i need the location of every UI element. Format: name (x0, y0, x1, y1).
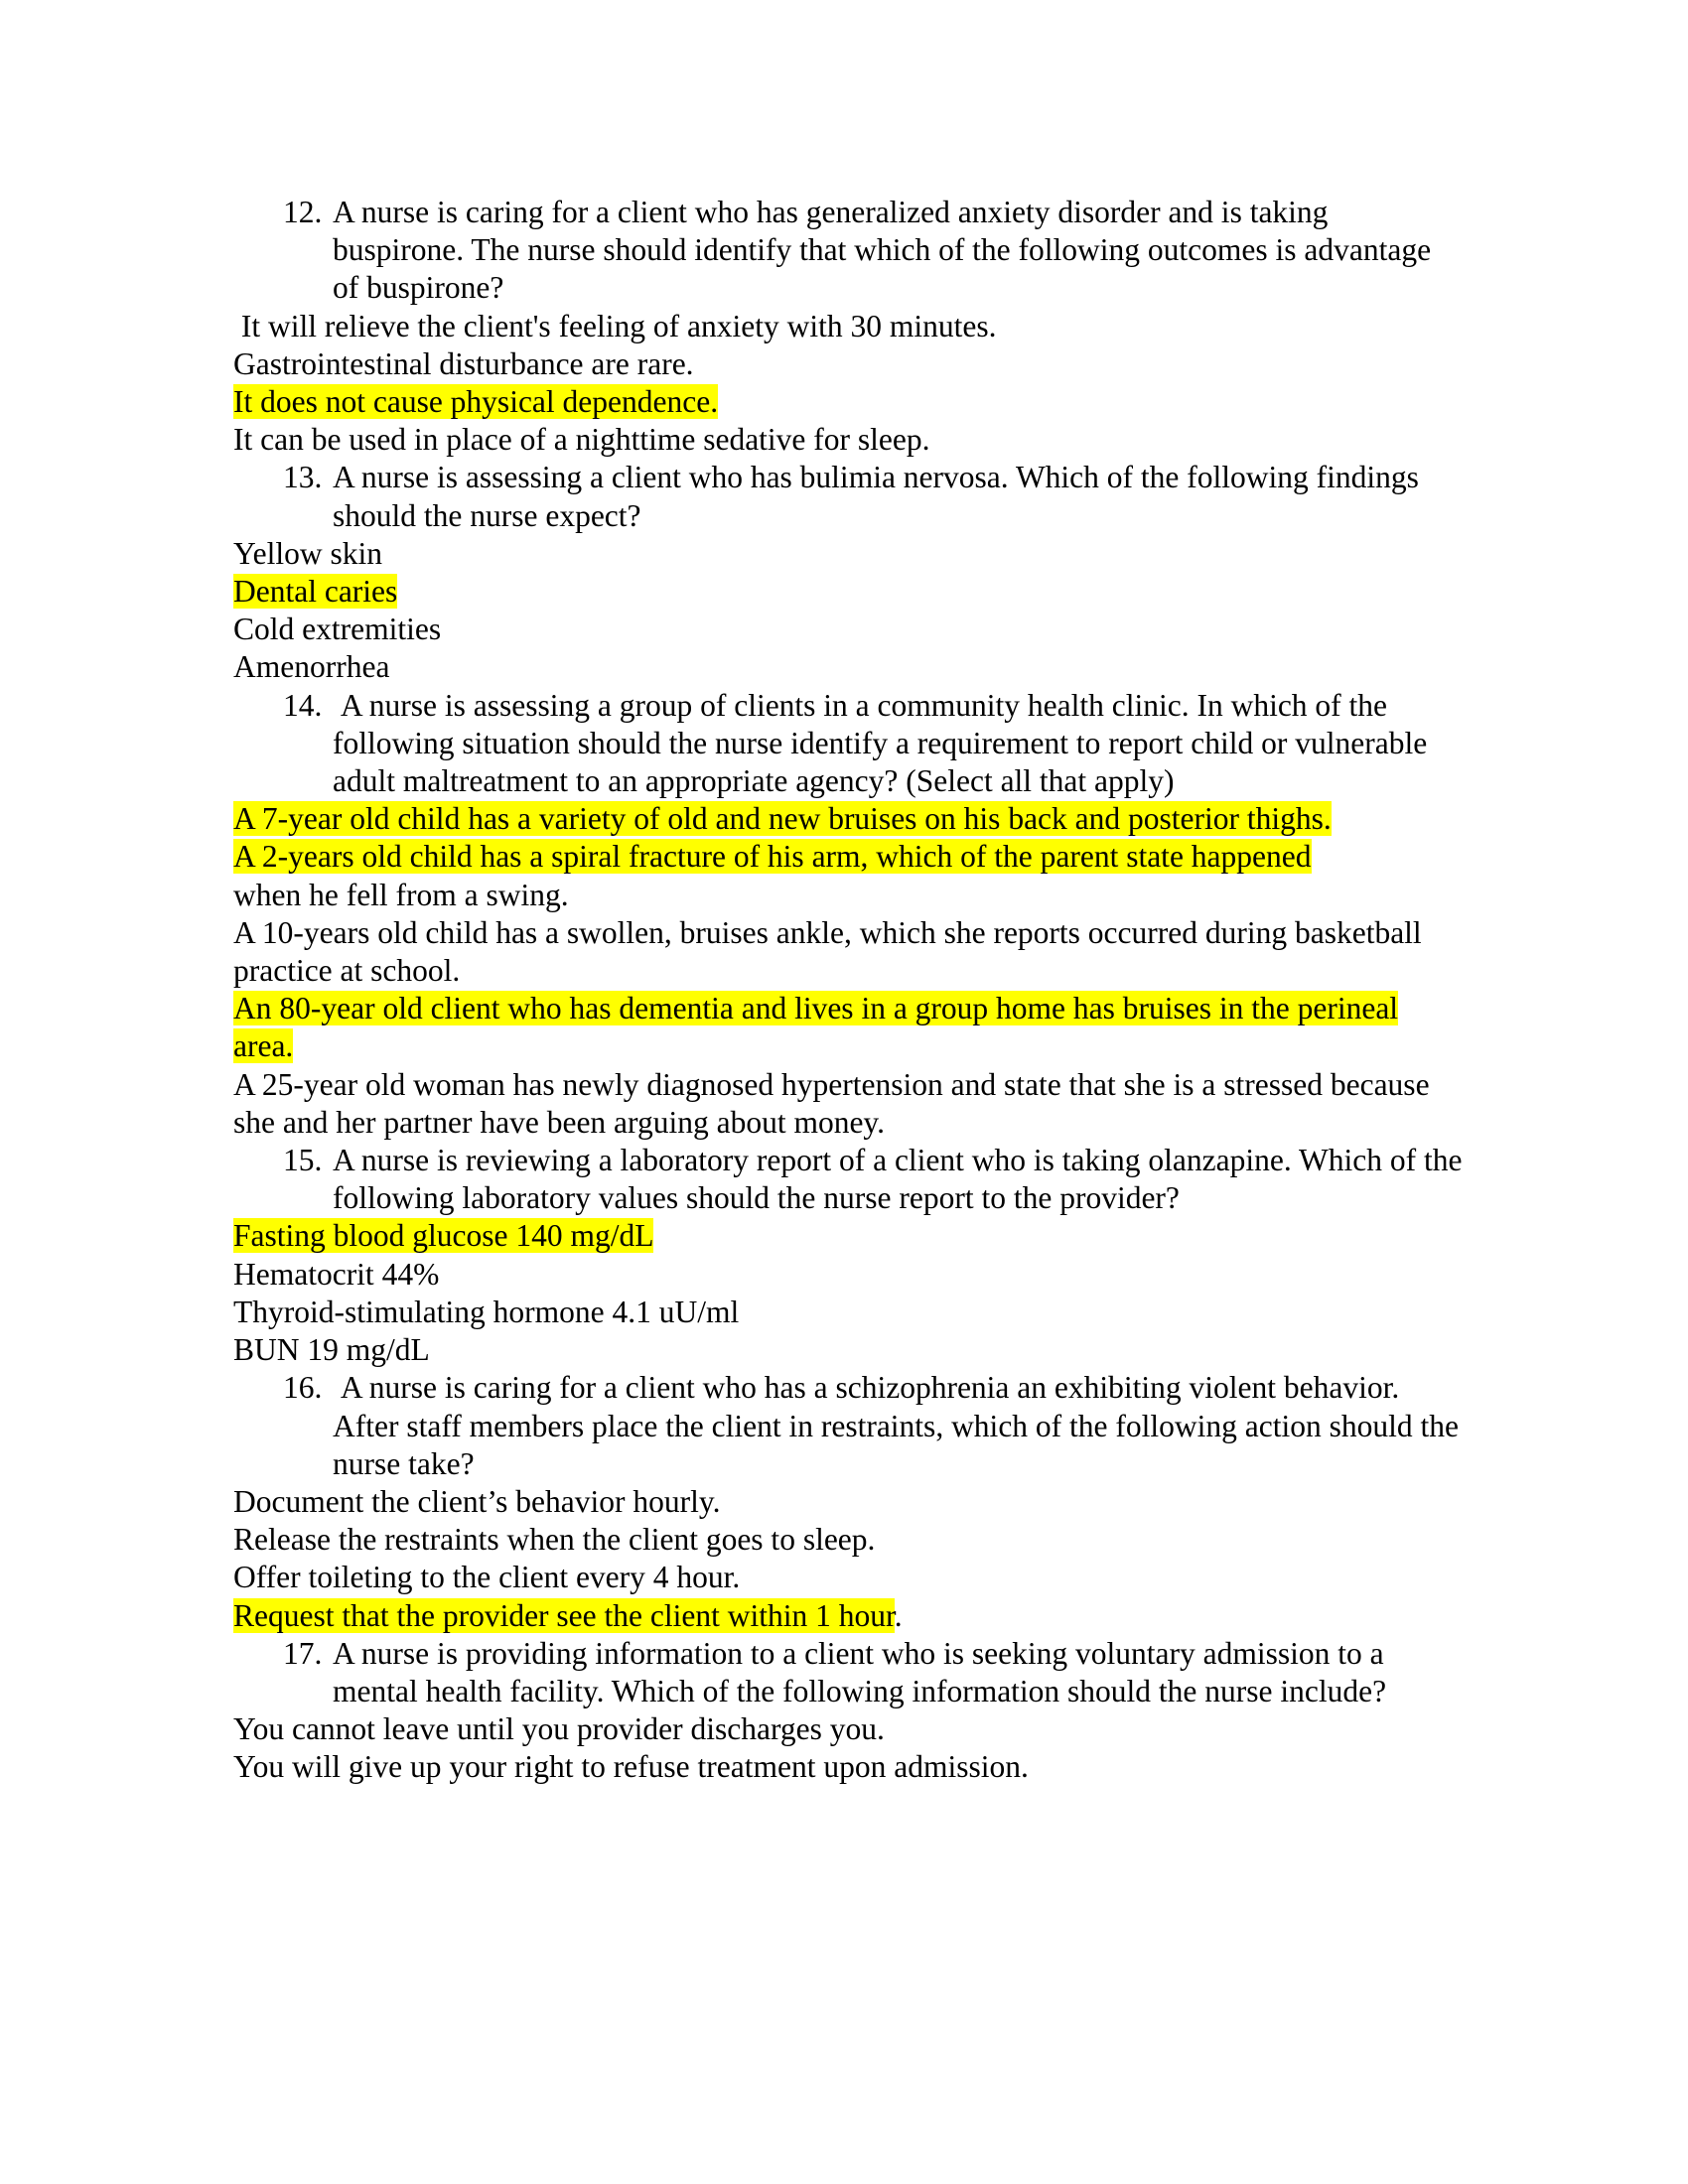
question-stem (233, 194, 1465, 308)
option-text-continuation: when he fell from a swing. (233, 877, 569, 912)
answer-option (233, 535, 1465, 573)
answer-option-highlighted (233, 573, 1465, 611)
question-text: A nurse is caring for a client who has generalized anxiety disorder and is taking buspirone. The nurse should identify that which of the following outcomes is advantage of buspirone? (333, 195, 1432, 306)
question-text: A nurse is caring for a client who has a schizophrenia an exhibiting violent behavior. After staff members place the client in restraints, which of the following action should the nurse take? (333, 1370, 1467, 1481)
option-text-suffix: . (894, 1597, 903, 1633)
option-text: Thyroid-stimulating hormone 4.1 uU/ml (233, 1294, 740, 1329)
option-text: A 2-years old child has a spiral fracture of his arm, which of the parent state happened (233, 839, 1312, 875)
question-stem (233, 459, 1465, 534)
question-16 (233, 1369, 1465, 1634)
question-stem (233, 1635, 1465, 1710)
question-number: 14. (283, 687, 323, 723)
option-text: Cold extremities (233, 612, 442, 647)
option-text: Fasting blood glucose 140 mg/dL (233, 1218, 654, 1254)
answer-option (233, 308, 1465, 345)
answer-option (233, 648, 1465, 686)
question-13 (233, 459, 1465, 686)
question-17 (233, 1635, 1465, 1787)
option-text: Amenorrhea (233, 649, 390, 685)
option-text: Yellow skin (233, 535, 382, 571)
answer-option (233, 1066, 1465, 1142)
option-text: A 25-year old woman has newly diagnosed hypertension and state that she is a stressed because she and her partner have been arguing about money. (233, 1066, 1430, 1140)
question-stem (233, 1369, 1465, 1483)
option-text: Dental caries (233, 574, 398, 610)
answer-option (233, 914, 1465, 990)
option-text: Hematocrit 44% (233, 1256, 440, 1292)
question-14 (233, 687, 1465, 1142)
question-12 (233, 194, 1465, 459)
option-text: A 7-year old child has a variety of old and new bruises on his back and posterior thighs. (233, 801, 1332, 837)
question-number: 15. (283, 1143, 323, 1178)
question-text: A nurse is assessing a client who has bulimia nervosa. Which of the following findings should the nurse expect? (333, 460, 1419, 533)
question-15 (233, 1142, 1465, 1369)
answer-option (233, 1559, 1465, 1596)
answer-option (233, 1710, 1465, 1748)
answer-option (233, 1521, 1465, 1559)
option-text: BUN 19 mg/dL (233, 1332, 430, 1368)
question-text: A nurse is reviewing a laboratory report of a client who is taking olanzapine. Which of the following laboratory values should the nurse report to the provider? (333, 1143, 1463, 1216)
option-text: You will give up your right to refuse treatment upon admission. (233, 1749, 1029, 1785)
question-number: 17. (283, 1635, 323, 1671)
answer-option (233, 1256, 1465, 1294)
option-text: Gastrointestinal disturbance are rare. (233, 345, 694, 381)
option-text: A 10-years old child has a swollen, bruises ankle, which she reports occurred during basketball practice at school. (233, 914, 1422, 989)
answer-option-highlighted (233, 1597, 1465, 1635)
option-text: Release the restraints when the client goes to sleep. (233, 1522, 876, 1558)
answer-option (233, 611, 1465, 648)
option-text: You cannot leave until you provider discharges you. (233, 1711, 885, 1747)
option-text: Request that the provider see the client within 1 hour (233, 1597, 895, 1633)
option-text: Document the client’s behavior hourly. (233, 1483, 721, 1519)
answer-option-highlighted (233, 800, 1465, 838)
option-text: It will relieve the client's feeling of anxiety with 30 minutes. (233, 308, 997, 343)
answer-option (233, 1294, 1465, 1331)
option-text: It does not cause physical dependence. (233, 384, 719, 420)
answer-option (233, 421, 1465, 459)
answer-option-highlighted (233, 383, 1465, 421)
document-content (233, 194, 1465, 1787)
answer-option (233, 1331, 1465, 1369)
answer-option-highlighted (233, 838, 1465, 913)
answer-option (233, 345, 1465, 383)
answer-option-highlighted (233, 990, 1465, 1065)
question-stem (233, 1142, 1465, 1217)
option-text: An 80-year old client who has dementia and lives in a group home has bruises in the perineal area. (233, 991, 1399, 1064)
question-number: 12. (283, 195, 323, 229)
question-number: 16. (283, 1370, 323, 1406)
question-stem (233, 687, 1465, 801)
question-text: A nurse is assessing a group of clients in a community health clinic. In which of the following situation should the nurse identify a requirement to report child or vulnerable adult maltreatment to an appropriate agency? (Select all that apply) (333, 687, 1436, 799)
question-text: A nurse is providing information to a client who is seeking voluntary admission to a mental health facility. Which of the following information should the nurse include? (333, 1635, 1387, 1708)
answer-option (233, 1483, 1465, 1521)
option-text: Offer toileting to the client every 4 hour. (233, 1560, 741, 1595)
answer-option-highlighted (233, 1217, 1465, 1255)
question-number: 13. (283, 460, 323, 495)
answer-option (233, 1748, 1465, 1786)
option-text: It can be used in place of a nighttime sedative for sleep. (233, 422, 930, 458)
